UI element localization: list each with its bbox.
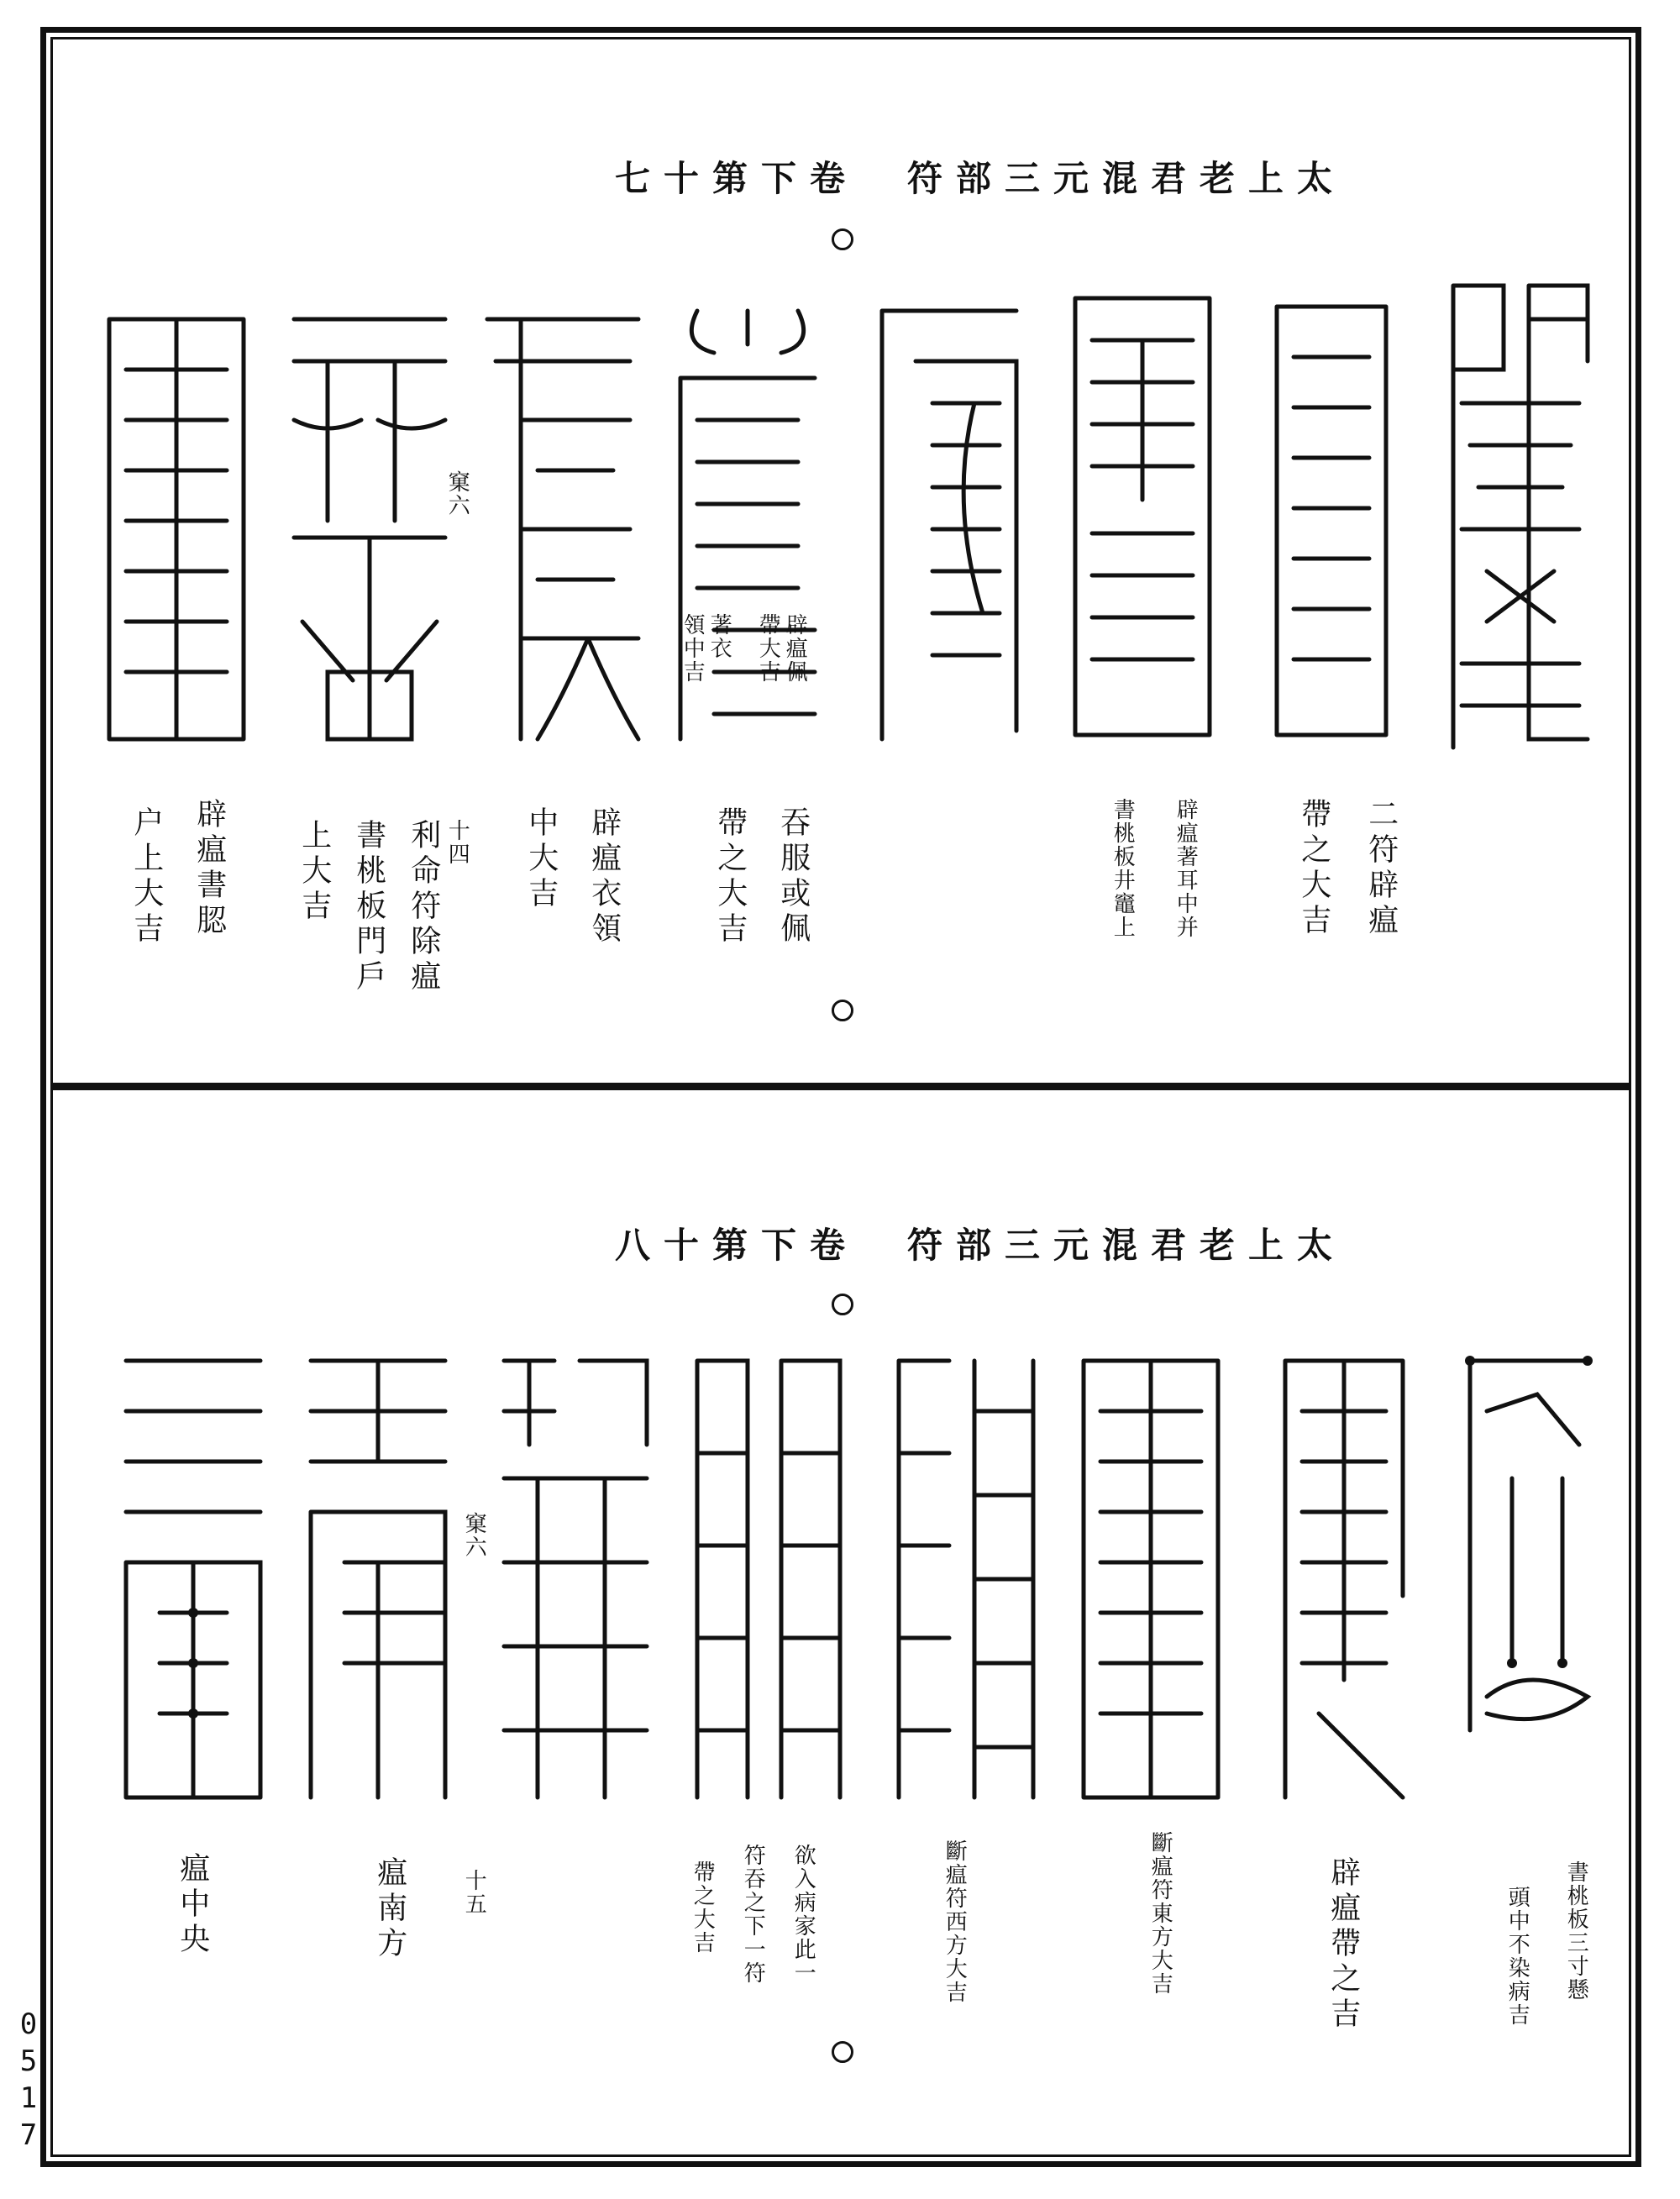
bottom-sub-number-kuan: 窠六 (461, 1512, 487, 1559)
talisman-glyph-3 (1058, 281, 1226, 752)
top-circle-mark-bottom (832, 1000, 853, 1021)
bottom-panel-header: 八十第下卷 符部三元混君老上太 (615, 1225, 1347, 1266)
talisman-glyph-16 (109, 1344, 277, 1814)
talisman-glyph-15 (294, 1344, 462, 1814)
top-note-peidai: 辟瘟佩 (782, 613, 808, 684)
top-caption-2b: 書桃板井竈上 (1110, 798, 1136, 939)
bottom-caption-5a: 欲入病家此一 (790, 1844, 816, 1985)
bottom-caption-1a: 書桃板三寸懸 (1563, 1860, 1589, 2002)
top-circle-mark (832, 228, 853, 250)
top-note-peidai-2: 帶大吉 (755, 613, 781, 684)
talisman-glyph-8 (92, 302, 260, 756)
top-panel-header: 七十第下卷 符部三元混君老上太 (615, 158, 1347, 199)
talisman-glyph-11 (1067, 1344, 1235, 1814)
bottom-caption-3: 斷瘟符東方大吉 (1147, 1831, 1173, 1996)
talisman-glyph-1 (1436, 269, 1604, 764)
top-caption-3b: 帶之大吉 (712, 806, 748, 947)
top-sub-number-kuan: 窠六 (444, 470, 470, 517)
top-sub-number-14: 十四 (444, 819, 470, 866)
bottom-caption-4: 斷瘟符西方大吉 (942, 1839, 968, 2004)
bottom-caption-2: 辟瘟帶之吉 (1326, 1856, 1361, 2033)
bottom-caption-1b: 頭中不染病吉 (1504, 1886, 1530, 2027)
top-caption-6a: 辟瘟書䏰 (192, 798, 227, 939)
top-caption-5b: 書桃板門戶 (351, 819, 386, 995)
top-caption-2a: 辟瘟著耳中并 (1173, 798, 1199, 939)
talisman-glyph-14 (487, 1344, 655, 1814)
talisman-glyph-4 (865, 294, 1033, 756)
bottom-sub-number-15: 十五 (461, 1869, 487, 1916)
talisman-glyph-10 (1268, 1344, 1420, 1814)
bottom-caption-5b: 符吞之下一符 (740, 1844, 766, 1985)
top-caption-3a: 吞服或佩 (775, 806, 811, 947)
top-caption-4b: 中大吉 (523, 806, 559, 912)
top-caption-4a: 辟瘟衣領 (586, 806, 622, 947)
top-note-zhuoyi-2: 領中吉 (680, 613, 706, 684)
top-caption-5c: 上大吉 (297, 819, 332, 925)
panel-divider (50, 1083, 1631, 1090)
top-caption-1a: 二符辟瘟 (1363, 798, 1399, 939)
top-caption-1b: 帶之大吉 (1296, 798, 1331, 939)
talisman-glyph-6 (470, 302, 655, 756)
bottom-circle-mark (832, 1294, 853, 1315)
talisman-glyph-5 (664, 294, 832, 756)
page-number: 0517 (12, 2007, 45, 2155)
talisman-glyph-7 (277, 302, 462, 756)
talisman-glyph-2 (1260, 281, 1403, 752)
top-caption-5a: 利命符除瘟 (406, 819, 441, 995)
talisman-glyph-12 (882, 1344, 1042, 1814)
talisman-glyph-9 (1453, 1344, 1604, 1747)
top-note-zhuoyi: 著衣 (706, 613, 732, 660)
bottom-circle-mark-bottom (832, 2041, 853, 2063)
bottom-caption-7: 瘟中央 (175, 1852, 210, 1958)
bottom-caption-5c: 帶之大吉 (690, 1860, 716, 1955)
top-caption-6b: 户上大吉 (129, 806, 164, 947)
bottom-caption-6: 瘟南方 (372, 1856, 407, 1962)
talisman-glyph-13 (680, 1344, 848, 1814)
